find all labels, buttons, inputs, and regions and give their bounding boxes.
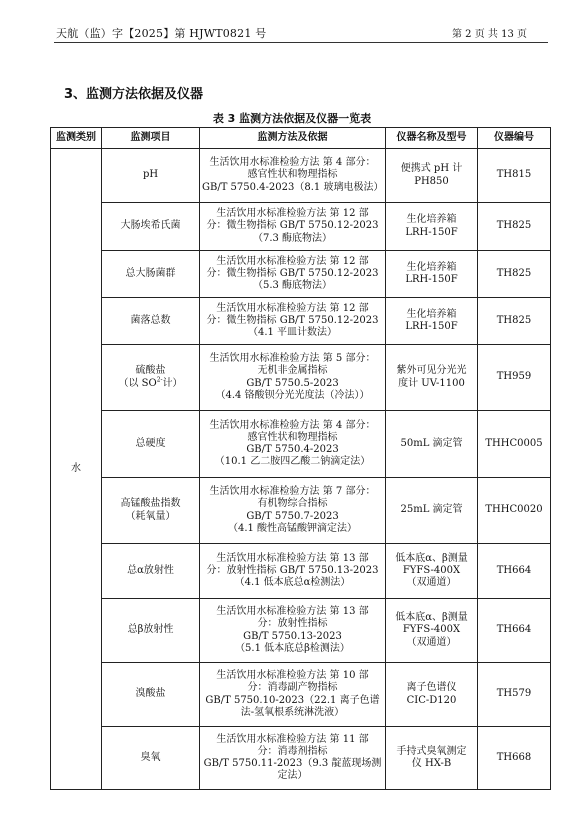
instrument-code-cell: TH579 [478,663,551,727]
instrument-code-cell: TH815 [478,149,551,203]
table-row [51,298,551,345]
item-cell: 臭氧 [102,727,200,790]
method-cell: 生活饮用水标准检验方法 第 13 部 分：放射性指标 GB/T 5750.13-2023 （4.1 低本底总α检测法） [200,544,386,599]
instrument-cell: 25mL 滴定管 [386,478,478,544]
method-cell: 生活饮用水标准检验方法 第 12 部 分：微生物指标 GB/T 5750.12-2023 （7.3 酶底物法） [200,203,386,251]
method-cell: 生活饮用水标准检验方法 第 12 部 分：微生物指标 GB/T 5750.12-2023 （4.1 平皿计数法） [200,298,386,345]
method-cell: 生活饮用水标准检验方法 第 13 部 分：放射性指标 GB/T 5750.13-2023 （5.1 低本底总β检测法） [200,599,386,663]
method-cell: 生活饮用水标准检验方法 第 11 部 分：消毒剂指标 GB/T 5750.11-2023（9.3 靛蓝现场测 定法） [200,727,386,790]
instrument-code-cell: THHC0020 [478,478,551,544]
instrument-code-cell: TH825 [478,251,551,298]
column-header-method: 监测方法及依据 [200,128,386,149]
instrument-code-cell: TH668 [478,727,551,790]
instrument-code-cell: TH959 [478,345,551,411]
document-number: 天航（监）字【2025】第 HJWT0821 号 [56,27,267,40]
instrument-code-cell: TH664 [478,599,551,663]
instrument-cell: 生化培养箱 LRH-150F [386,298,478,345]
item-cell: 大肠埃希氏菌 [102,203,200,251]
table-row [51,411,551,478]
item-cell: 总β放射性 [102,599,200,663]
methods-instruments-table [50,127,551,790]
instrument-cell: 生化培养箱 LRH-150F [386,251,478,298]
column-header-instrument-code: 仪器编号 [478,128,551,149]
table-row [51,727,551,790]
instrument-cell: 便携式 pH 计 PH850 [386,149,478,203]
header-divider [54,42,548,43]
method-cell: 生活饮用水标准检验方法 第 4 部分： 感官性状和物理指标 GB/T 5750.4-2023（8.1 玻璃电极法） [200,149,386,203]
instrument-cell: 低本底α、β测量 FYFS-400X （双通道） [386,544,478,599]
table-header-row [51,128,551,149]
item-cell: 高锰酸盐指数 （耗氧量） [102,478,200,544]
table-row [51,663,551,727]
instrument-code-cell: THHC0005 [478,411,551,478]
item-cell: 总硬度 [102,411,200,478]
instrument-cell: 低本底α、β测量 FYFS-400X （双通道） [386,599,478,663]
instrument-cell: 离子色谱仪 CIC-D120 [386,663,478,727]
instrument-cell: 手持式臭氧测定 仪 HX-B [386,727,478,790]
instrument-cell: 50mL 滴定管 [386,411,478,478]
table-row [51,345,551,411]
method-cell: 生活饮用水标准检验方法 第 12 部 分：微生物指标 GB/T 5750.12-2023 （5.3 酶底物法） [200,251,386,298]
table-row [51,251,551,298]
item-cell: pH [102,149,200,203]
item-cell: 溴酸盐 [102,663,200,727]
item-cell: 总大肠菌群 [102,251,200,298]
item-cell: 总α放射性 [102,544,200,599]
page-indicator: 第 2 页 共 13 页 [452,29,527,40]
table-row [51,149,551,203]
table-row [51,544,551,599]
instrument-code-cell: TH825 [478,203,551,251]
category-cell: 水 [51,149,102,790]
column-header-instrument: 仪器名称及型号 [386,128,478,149]
method-cell: 生活饮用水标准检验方法 第 4 部分： 感官性状和物理指标 GB/T 5750.4-2023 （10.1 乙二胺四乙酸二钠滴定法） [200,411,386,478]
column-header-category: 监测类别 [51,128,102,149]
superscript-charge: 2- [156,376,163,384]
table-caption: 表 3 监测方法依据及仪器一览表 [212,112,372,125]
instrument-code-cell: TH825 [478,298,551,345]
section-title: 3、监测方法依据及仪器 [64,87,204,102]
instrument-code-cell: TH664 [478,544,551,599]
table-row [51,478,551,544]
table-row [51,599,551,663]
method-cell: 生活饮用水标准检验方法 第 10 部 分：消毒副产物指标 GB/T 5750.10-2023（22.1 离子色谱 法-氢氧根系统淋洗液） [200,663,386,727]
item-cell: 菌落总数 [102,298,200,345]
method-cell: 生活饮用水标准检验方法 第 7 部分： 有机物综合指标 GB/T 5750.7-2023 （4.1 酸性高锰酸钾滴定法） [200,478,386,544]
column-header-item: 监测项目 [102,128,200,149]
table-row [51,203,551,251]
item-cell: 硫酸盐 （以 $SO^{2-}$计） [102,345,200,411]
instrument-cell: 生化培养箱 LRH-150F [386,203,478,251]
instrument-cell: 紫外可见分光光 度计 UV-1100 [386,345,478,411]
method-cell: 生活饮用水标准检验方法 第 5 部分： 无机非金属指标 GB/T 5750.5-2023 （4.4 铬酸钡分光光度法（冷法）） [200,345,386,411]
